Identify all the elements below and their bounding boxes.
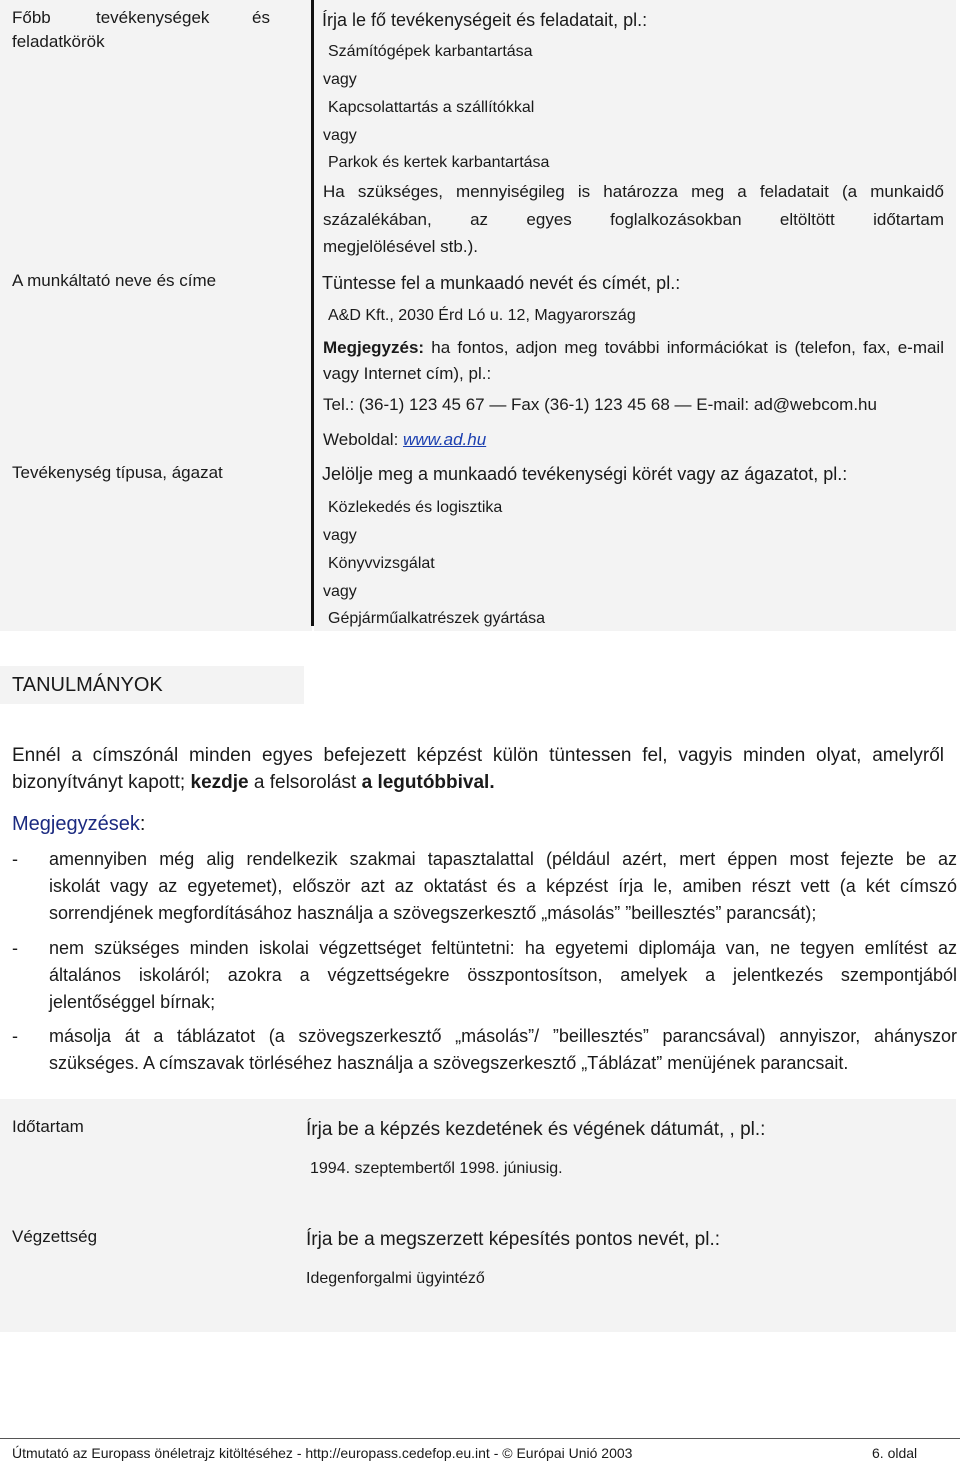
intro-line2-d: a legutóbbival.: [361, 772, 495, 793]
bullet-line: általános iskoláról; azokra a végzettségekre összpontosítson, amelyek a jelentkezés szempontjából: [49, 965, 957, 985]
duration-instruction: Írja be a képzés kezdetének és végének dátumát, , pl.:: [306, 1119, 766, 1140]
employer-note-text: ha fontos, adjon meg további információkat is (telefon, fax, e-mail: [431, 338, 944, 357]
label-qualification: Végzettség: [12, 1227, 98, 1246]
notes-heading: Megjegyzések: [12, 813, 140, 835]
intro-line1: Ennél a címszónál minden egyes befejezett képzést külön tüntessen fel, vagyis minden olyat, amelyről: [12, 745, 944, 766]
employer-contact: Tel.: (36-1) 123 45 67 — Fax (36-1) 123 45 68 — E-mail: ad@webcom.hu: [323, 395, 877, 414]
bullet-line: amennyiben még alig rendelkezik szakmai tapasztalattal (például azért, mert éppen most fejezte be az: [49, 849, 957, 869]
footer-page-number: 6. oldal: [872, 1445, 918, 1461]
bullet-line: iskolát vagy az egyetemet), először azt az oktatást és a képzést írja le, amiben részt vett (a két címszó: [49, 876, 957, 896]
label-activities-word3: és: [252, 8, 270, 27]
bullet-dash: -: [12, 938, 18, 958]
activities-note-line1: Ha szükséges, mennyiségileg is határozza meg a feladatait (a munkaidő: [323, 182, 944, 201]
bullet-line: szükséges. A címszavak törléséhez használja a szövegszerkesztő „Táblázat” menüjének parancsait.: [49, 1053, 849, 1073]
activities-example-2: Kapcsolattartás a szállítókkal: [328, 99, 535, 116]
duration-example: 1994. szeptembertől 1998. júniusig.: [310, 1160, 563, 1177]
label-activities-word1: Főbb: [12, 8, 51, 27]
activities-note-line2: százalékában, az egyes foglalkozásokban eltöltött időtartam: [323, 210, 944, 229]
left-column-bg-top: [0, 0, 312, 631]
qualification-example: Idegenforgalmi ügyintéző: [306, 1270, 485, 1287]
sector-or-2: vagy: [323, 583, 357, 600]
bullet-line: jelentőséggel bírnak;: [49, 992, 216, 1012]
bullet-line: sorrendjének megfordításához használja a szövegszerkesztő „másolás” ”beillesztés” parancsát);: [49, 903, 817, 923]
employer-instruction: Tüntesse fel a munkaadó nevét és címét, pl.:: [322, 273, 681, 293]
sector-or-1: vagy: [323, 527, 357, 544]
sector-example-3: Gépjárműalkatrészek gyártása: [328, 610, 545, 627]
activities-note-line3: megjelölésével stb.).: [323, 237, 478, 256]
activities-example-1: Számítógépek karbantartása: [328, 43, 533, 60]
employer-website-link[interactable]: www.ad.hu: [403, 430, 487, 449]
qualification-instruction: Írja be a megszerzett képesítés pontos nevét, pl.:: [306, 1229, 721, 1250]
bullet-line: nem szükséges minden iskolai végzettséget feltüntetni: ha egyetemi diplomája van, ne tegyen említést az: [49, 938, 957, 958]
intro-line2-b: kezdje: [190, 772, 249, 793]
label-activities-line2: feladatkörök: [12, 32, 105, 51]
employer-website-line: [323, 426, 486, 453]
section-heading: TANULMÁNYOK: [12, 674, 163, 696]
sector-example-1: Közlekedés és logisztika: [328, 499, 503, 516]
activities-example-3: Parkok és kertek karbantartása: [328, 154, 550, 171]
employer-note-line2: vagy Internet cím), pl.:: [323, 364, 492, 383]
notes-heading-line: [12, 811, 145, 838]
activities-or-2: vagy: [323, 127, 357, 144]
label-sector: Tevékenység típusa, ágazat: [12, 463, 223, 482]
intro-line2-c: a felsorolást: [248, 772, 362, 793]
intro-line2: [12, 769, 495, 796]
label-employer: A munkáltató neve és címe: [12, 271, 217, 290]
bullet-body: [49, 1023, 957, 1077]
activities-or-1: vagy: [323, 71, 357, 88]
bullet-body: [49, 935, 957, 1016]
bullet-line: másolja át a táblázatot (a szövegszerkesztő „másolás”/ ”beillesztés” parancsával) annyiszor, ahányszor: [49, 1026, 957, 1046]
bullet-dash: -: [12, 849, 18, 869]
footer-rule: [0, 1438, 960, 1439]
employer-note-line1: [323, 334, 944, 361]
label-duration: Időtartam: [12, 1117, 84, 1136]
bullet-dash: -: [12, 1026, 18, 1046]
activities-instruction: Írja le fő tevékenységeit és feladatait, pl.:: [322, 10, 648, 30]
sector-instruction: Jelölje meg a munkaadó tevékenységi körét vagy az ágazatot, pl.:: [322, 464, 848, 484]
employer-note-label: Megjegyzés:: [323, 338, 425, 357]
column-divider: [311, 0, 314, 626]
sector-example-2: Könyvvizsgálat: [328, 555, 435, 572]
intro-line2-a: bizonyítványt kapott;: [12, 772, 191, 793]
label-activities-word2: tevékenységek: [96, 8, 210, 27]
bullet-body: [49, 846, 957, 927]
employer-website-label: Weboldal:: [323, 430, 404, 449]
footer-left: Útmutató az Europass önéletrajz kitöltéséhez - http://europass.cedefop.eu.int - © Európai Unió 2003: [12, 1445, 633, 1461]
employer-example: A&D Kft., 2030 Érd Ló u. 12, Magyarország: [328, 307, 636, 324]
notes-heading-colon: :: [139, 813, 146, 835]
